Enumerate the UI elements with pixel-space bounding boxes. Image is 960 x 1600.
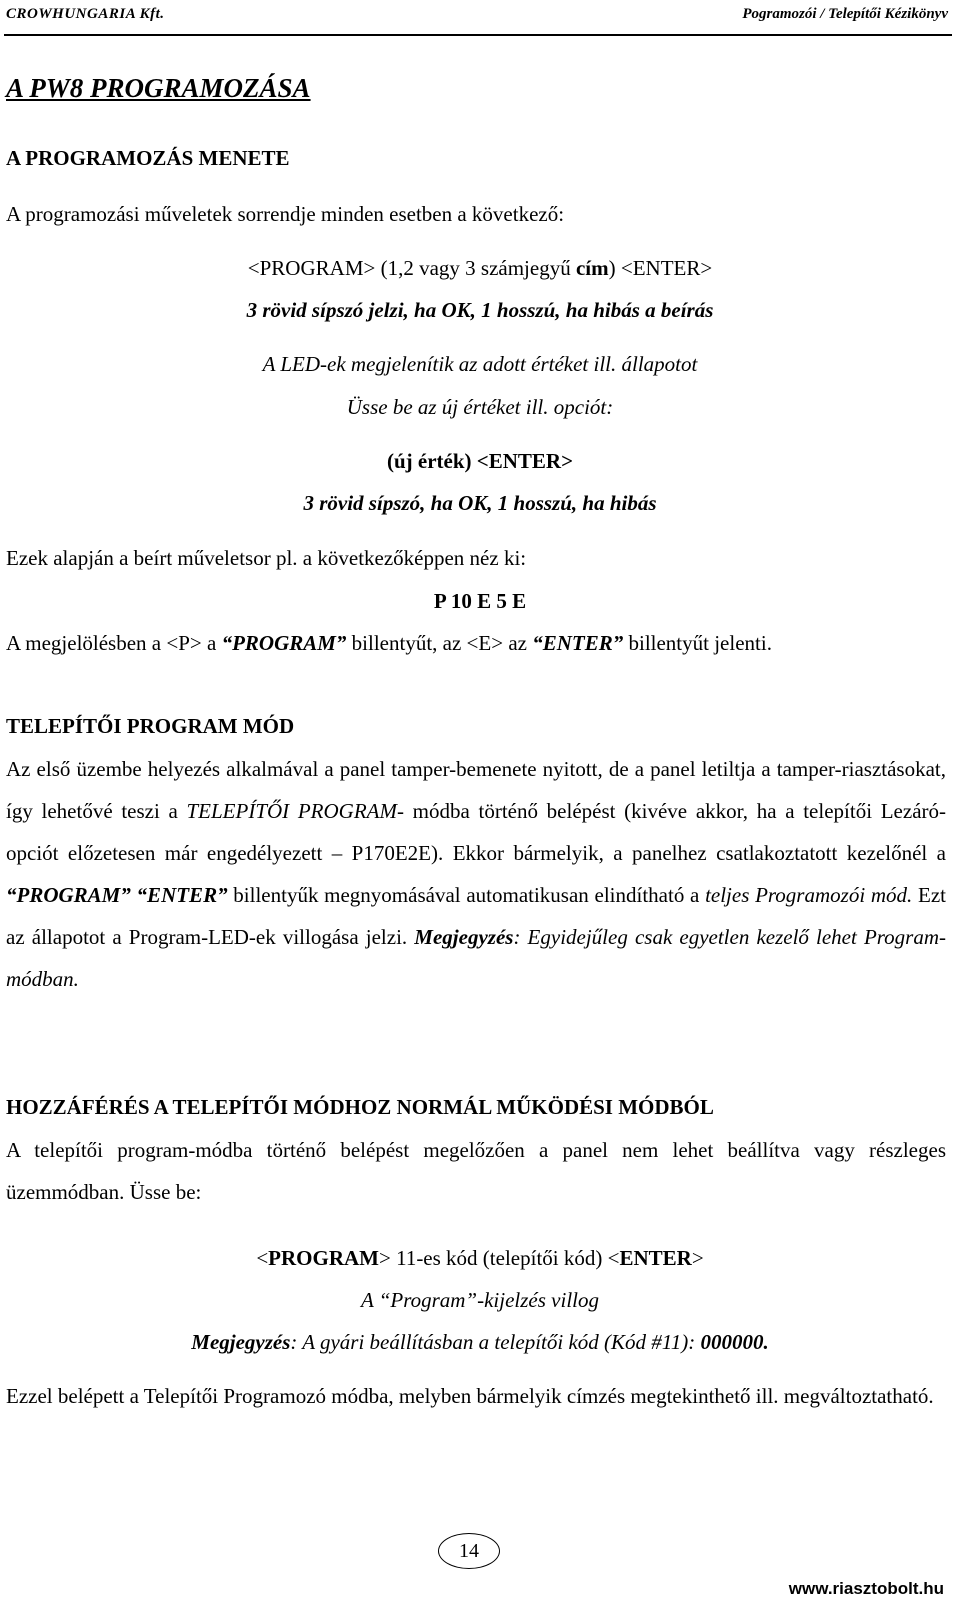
note-label: Megjegyzés (191, 1330, 291, 1354)
factory-code-value: 000000. (700, 1330, 769, 1354)
installer-program-term: TELEPÍTŐI PROGRAM (186, 799, 397, 823)
legend-part: billentyűt jelenti. (623, 631, 772, 655)
company-name: CROWHUNGARIA Kft. (6, 6, 165, 22)
program-blink-line: A “Program”-kijelzés villog (361, 1288, 599, 1312)
command-part: > 11-es kód (telepítői kód) < (379, 1246, 620, 1270)
note-label: Megjegyzés (414, 925, 514, 949)
legend-part: A megjelölésben a <P> a (6, 631, 222, 655)
command-part: < (256, 1246, 269, 1270)
program-enter-keys: “PROGRAM” “ENTER” (6, 883, 228, 907)
example-sequence: P 10 E 5 E (433, 589, 527, 613)
step-enter-value-line: Üsse be az új értéket ill. opciót: (346, 395, 614, 419)
note-text: : Egyidejűleg csak egyetlen kezelő lehet Program-módban. (6, 925, 947, 991)
legend-line (6, 633, 946, 654)
page-title: A PW8 PROGRAMOZÁSA (6, 73, 311, 103)
page-header (4, 0, 952, 36)
step-led-line: A LED-ek megjelenítik az adott értéket ill. állapotot (262, 352, 698, 376)
access-paragraph: A telepítői program-módba történő belépést megelőzően a panel nem lehet beállítva vagy részleges üzemmódban. Üsse be: (6, 1138, 946, 1204)
full-programming-mode-term: teljes Programozói mód. (705, 883, 913, 907)
footer-url: www.riasztobolt.hu (788, 1579, 944, 1598)
page-number: 14 (438, 1533, 500, 1569)
entered-mode-paragraph: Ezzel belépett a Telepítői Programozó módba, melyben bármelyik címzés megtekinthető ill. megváltoztatható. (6, 1384, 934, 1408)
manual-title: Pogramozói / Telepítői Kézikönyv (742, 6, 948, 22)
command-program-key: PROGRAM (268, 1246, 379, 1270)
section-heading-programming: A PROGRAMOZÁS MENETE (6, 146, 290, 170)
command-part: > (691, 1246, 704, 1270)
installer-code-command (0, 1248, 960, 1269)
legend-enter-key: “ENTER” (532, 631, 624, 655)
step-program-line (0, 258, 960, 279)
factory-code-note (0, 1332, 960, 1353)
note-text: : A gyári beállításban a telepítői kód (Kód #11): (290, 1330, 701, 1354)
intro-text: A programozási műveletek sorrendje minden esetben a következő: (6, 202, 565, 226)
command-enter-key: ENTER (619, 1246, 692, 1270)
step-enter-text: ) <ENTER> (608, 256, 713, 280)
step-beep-line: 3 rövid sípszó jelzi, ha OK, 1 hosszú, ha hibás a beírás (246, 298, 714, 322)
paragraph-text: - módba történő belépést (kivéve akkor, ha a telepítői Lezáró-opciót előzetesen már engedélyezett – P170E2E). Ekkor bármelyik, a panelhez csatlakoztatott kezelőnél a (6, 799, 946, 865)
step-address-word: cím (575, 256, 609, 280)
step-program-text: <PROGRAM> (1,2 vagy 3 számjegyű (247, 256, 576, 280)
section-heading-installer-mode: TELEPÍTŐI PROGRAM MÓD (6, 714, 295, 738)
installer-mode-paragraph (6, 748, 946, 1000)
section-heading-access: HOZZÁFÉRÉS A TELEPÍTŐI MÓDHOZ NORMÁL MŰKÖDÉSI MÓDBÓL (6, 1095, 714, 1119)
legend-program-key: “PROGRAM” (221, 631, 347, 655)
step-new-value-line: (új érték) <ENTER> (386, 449, 574, 473)
paragraph-text: Ezt az állapotot a Program-LED-ek villogása jelzi. (6, 883, 946, 949)
paragraph-text: Az első üzembe helyezés alkalmával a panel tamper-bemenete nyitott, de a panel letiltja a tamper-riasztásokat, így lehetővé teszi a (6, 757, 946, 823)
step-result-line: 3 rövid sípszó, ha OK, 1 hosszú, ha hibás (303, 491, 657, 515)
legend-part: billentyűt, az <E> az (346, 631, 533, 655)
example-intro: Ezek alapján a beírt műveletsor pl. a következőképpen néz ki: (6, 546, 527, 570)
paragraph-text: billentyűk megnyomásával automatikusan elindítható a (227, 883, 706, 907)
